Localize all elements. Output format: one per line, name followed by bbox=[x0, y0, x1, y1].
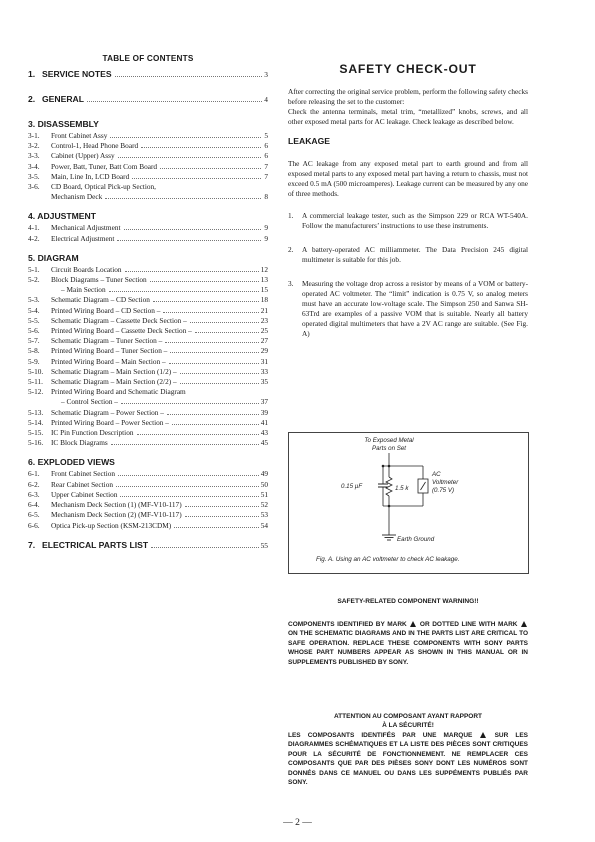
section-number: 4. bbox=[28, 211, 36, 222]
dot-leader bbox=[120, 496, 258, 497]
entry-title: IC Block Diagrams bbox=[51, 438, 108, 448]
toc-entry[interactable] bbox=[28, 295, 268, 305]
toc-section bbox=[28, 211, 268, 243]
dot-leader bbox=[180, 373, 259, 374]
resistor-label: 1.5 k bbox=[395, 485, 409, 492]
entry-title: Front Cabinet Section bbox=[51, 469, 116, 479]
method-text: A commercial leakage tester, such as the Simpson 229 or RCA WT-540A. Follow the manufacturers’ instructions to use these instruments. bbox=[302, 211, 528, 230]
toc-section-heading[interactable] bbox=[28, 253, 268, 264]
entry-title: Printed Wiring Board and Schematic Diagram bbox=[51, 387, 186, 397]
entry-title: Front Cabinet Assy bbox=[51, 131, 108, 140]
dot-leader bbox=[190, 322, 259, 323]
dot-leader bbox=[165, 342, 258, 343]
table-of-contents bbox=[28, 54, 268, 565]
section-number: 6. bbox=[28, 457, 36, 468]
intro-paragraph: Check the antenna terminals, metal trim, “metallized” knobs, screws, and all other exposed metal parts for AC leakage. Check leakage as described below. bbox=[288, 107, 528, 126]
entry-number: 3-1. bbox=[28, 131, 40, 140]
safety-intro bbox=[288, 87, 528, 127]
entry-title: Upper Cabinet Section bbox=[51, 489, 118, 499]
entry-number: 5-12. bbox=[28, 387, 44, 397]
toc-entry[interactable] bbox=[28, 285, 268, 295]
entry-page: 49 bbox=[260, 469, 268, 479]
toc-entry[interactable] bbox=[28, 182, 268, 192]
meter-label-1: AC bbox=[432, 471, 441, 478]
entry-number: 4-2. bbox=[28, 233, 40, 243]
entry-number: 5-9. bbox=[28, 356, 40, 366]
ground-label: Earth Ground bbox=[397, 536, 435, 543]
entry-number: 5-10. bbox=[28, 366, 44, 376]
entry-page: 25 bbox=[260, 326, 268, 336]
dot-leader bbox=[109, 291, 259, 292]
toc-entry[interactable] bbox=[28, 265, 268, 275]
dot-leader bbox=[174, 527, 259, 528]
dot-leader bbox=[124, 229, 261, 230]
entry-title: Printed Wiring Board – CD Section – bbox=[51, 305, 161, 315]
section-title: DISASSEMBLY bbox=[37, 119, 99, 129]
section-page: 55 bbox=[260, 540, 268, 550]
entry-number: 5-2. bbox=[28, 275, 40, 285]
toc-entry[interactable] bbox=[28, 480, 268, 490]
section-title: SERVICE NOTES bbox=[42, 69, 112, 79]
entry-number: 5-8. bbox=[28, 346, 40, 356]
entry-number: 5-14. bbox=[28, 417, 44, 427]
dot-leader bbox=[185, 516, 259, 517]
entry-number: 6-5. bbox=[28, 510, 40, 520]
entry-title: Mechanism Deck bbox=[51, 192, 103, 202]
dot-leader bbox=[160, 168, 261, 169]
warning-text: OR DOTTED LINE WITH MARK bbox=[419, 621, 518, 628]
entry-page: 41 bbox=[260, 417, 268, 427]
entry-page: 6 bbox=[264, 141, 268, 151]
toc-entry[interactable] bbox=[28, 223, 268, 233]
toc-entry[interactable] bbox=[28, 141, 268, 151]
entry-number: 5-6. bbox=[28, 326, 40, 336]
entry-number: 3-2. bbox=[28, 141, 40, 151]
toc-entry[interactable] bbox=[28, 408, 268, 418]
entry-title: Control-1, Head Phone Board bbox=[51, 141, 139, 151]
entry-page: 18 bbox=[260, 295, 268, 305]
entry-page: 31 bbox=[260, 356, 268, 366]
entry-page: 5 bbox=[264, 131, 268, 140]
dot-leader bbox=[170, 352, 258, 353]
toc-entry[interactable] bbox=[28, 275, 268, 285]
leakage-heading: LEAKAGE bbox=[288, 136, 331, 146]
toc-section bbox=[28, 119, 268, 202]
dot-leader bbox=[167, 414, 259, 415]
dot-leader bbox=[118, 475, 259, 476]
dot-leader bbox=[115, 76, 263, 77]
dot-leader bbox=[169, 363, 259, 364]
entry-title: Schematic Diagram – CD Section bbox=[51, 295, 150, 305]
toc-entry[interactable] bbox=[28, 428, 268, 438]
dot-leader bbox=[125, 271, 259, 272]
toc-section-heading[interactable] bbox=[28, 69, 268, 80]
french-title-line: ATTENTION AU COMPOSANT AYANT RAPPORT bbox=[333, 713, 483, 720]
entry-number: 6-6. bbox=[28, 520, 40, 530]
fig-top-label-1: To Exposed Metal bbox=[364, 437, 414, 444]
toc-entry[interactable] bbox=[28, 418, 268, 428]
entry-number: 6-4. bbox=[28, 500, 40, 510]
french-text: LES COMPOSANTS IDENTIFÉS PAR UNE MARQUE bbox=[288, 732, 473, 739]
entry-page: 50 bbox=[260, 479, 268, 489]
toc-entry[interactable] bbox=[28, 397, 268, 407]
entry-title: Printed Wiring Board – Cassette Deck Section – bbox=[51, 326, 192, 336]
entry-number: 5-16. bbox=[28, 438, 44, 448]
section-number: 7. bbox=[28, 539, 36, 550]
meter-label-3: (0.75 V) bbox=[432, 487, 455, 494]
toc-entry[interactable] bbox=[28, 234, 268, 244]
leakage-circuit-diagram bbox=[289, 433, 528, 573]
toc-entry[interactable] bbox=[28, 131, 268, 141]
toc-entry[interactable] bbox=[28, 162, 268, 172]
entry-number: 3-3. bbox=[28, 151, 40, 161]
french-warning-body bbox=[288, 731, 528, 787]
french-warning-title bbox=[288, 712, 528, 731]
entry-title: Optica Pick-up Section (KSM-213CDM) bbox=[51, 520, 172, 530]
warning-triangle-icon bbox=[480, 732, 486, 738]
entry-page: 13 bbox=[260, 275, 268, 285]
toc-entry[interactable] bbox=[28, 469, 268, 479]
capacitor-label: 0.15 µF bbox=[341, 483, 363, 490]
dot-leader bbox=[153, 301, 259, 302]
dot-leader bbox=[118, 157, 261, 158]
section-title: GENERAL bbox=[42, 94, 85, 104]
dot-leader bbox=[121, 403, 259, 404]
fig-top-label-2: Parts on Set bbox=[371, 445, 407, 452]
entry-title: Mechanical Adjustment bbox=[51, 223, 121, 233]
entry-page: 53 bbox=[260, 510, 268, 520]
section-number: 5. bbox=[28, 252, 36, 263]
entry-number: 6-1. bbox=[28, 469, 40, 479]
section-title: ELECTRICAL PARTS LIST bbox=[42, 539, 149, 550]
toc-section-heading[interactable] bbox=[28, 119, 268, 130]
french-title-line: À LA SÉCURITÉ! bbox=[382, 722, 434, 730]
safety-title: SAFETY CHECK-OUT bbox=[339, 62, 477, 76]
toc-section bbox=[28, 69, 268, 80]
dot-leader bbox=[150, 281, 259, 282]
entry-title: Printed Wiring Board – Main Section – bbox=[51, 356, 166, 366]
dot-leader bbox=[180, 383, 259, 384]
entry-number: 3-5. bbox=[28, 171, 40, 181]
warning-triangle-icon bbox=[410, 621, 416, 627]
entry-title: Main, Line In, LCD Board bbox=[51, 171, 130, 181]
toc-entry[interactable] bbox=[28, 357, 268, 367]
entry-page: 8 bbox=[264, 192, 268, 202]
toc-entry[interactable] bbox=[28, 326, 268, 336]
entry-number: 5-7. bbox=[28, 336, 40, 346]
entry-page: 39 bbox=[260, 407, 268, 417]
entry-title: Schematic Diagram – Tuner Section – bbox=[51, 336, 163, 346]
toc-entry[interactable] bbox=[28, 151, 268, 161]
entry-page: 51 bbox=[260, 489, 268, 499]
intro-paragraph: After correcting the original service problem, perform the following safety checks before releasing the set to the customer: bbox=[288, 87, 528, 106]
entry-page: 7 bbox=[264, 171, 268, 181]
dot-leader bbox=[172, 424, 259, 425]
method-number: 3. bbox=[288, 279, 294, 288]
section-page: 4 bbox=[264, 95, 268, 104]
entry-page: 37 bbox=[260, 397, 268, 407]
entry-page: 33 bbox=[260, 366, 268, 376]
entry-title: Block Diagrams – Tuner Section bbox=[51, 275, 147, 285]
toc-entry[interactable] bbox=[28, 377, 268, 387]
figure-a bbox=[288, 432, 529, 574]
toc-section-heading[interactable] bbox=[28, 211, 268, 222]
toc-entry[interactable] bbox=[28, 500, 268, 510]
entry-number: 4-1. bbox=[28, 223, 40, 233]
entry-number: 5-3. bbox=[28, 295, 40, 305]
entry-title: Mechanism Deck Section (1) (MF-V10-117) bbox=[51, 500, 182, 510]
entry-number: 3-4. bbox=[28, 161, 40, 171]
dot-leader bbox=[105, 198, 261, 199]
french-text: SUR LES DIAGRAMMES SCHÉMATIQUES ET LA LISTE DES PIÈCES SONT CRITIQUES POUR LA SÉCURITÉ DE FONCTIONNEMENT. NE REMPLACER CES COMPOSANTS QUE PAR DES PIÈSES SONY DONT LES NUMÉROS SONT DONNÉS DANS CE MANUEL OU DANS LES SUPPÉMENTS PUBLIÉS PAR SONY. bbox=[288, 732, 529, 787]
dot-leader bbox=[116, 486, 259, 487]
section-number: 1. bbox=[28, 69, 36, 79]
dot-leader bbox=[132, 178, 261, 179]
toc-entry[interactable] bbox=[28, 346, 268, 356]
warning-title: SAFETY-RELATED COMPONENT WARNING!! bbox=[337, 598, 479, 605]
entry-page: 35 bbox=[260, 377, 268, 387]
entry-title: Printed Wiring Board – Power Section – bbox=[51, 417, 169, 427]
section-number: 3. bbox=[28, 119, 36, 129]
entry-number: 6-2. bbox=[28, 479, 40, 489]
entry-title: – Control Section – bbox=[61, 397, 118, 407]
entry-title: Schematic Diagram – Main Section (2/2) – bbox=[51, 377, 177, 387]
dot-leader bbox=[185, 506, 259, 507]
method-text: Measuring the voltage drop across a resistor by means of a VOM or battery-operated AC voltmeter. The “limit” indication is 0.75 V, so analog meters must have an accurate low-voltage scale. The Simpson 250 and Sanwa SH-63Trd are examples of a passive VOM that is suitable. Nearly all battery operated digital multimeters that have a 2V AC range are suitable. (See Fig. A) bbox=[302, 279, 528, 338]
entry-number: 5-13. bbox=[28, 407, 44, 417]
safety-checkout bbox=[288, 64, 528, 353]
toc-entry[interactable] bbox=[28, 172, 268, 182]
method-number: 2. bbox=[288, 245, 294, 254]
toc-entry[interactable] bbox=[28, 438, 268, 448]
entry-page: 9 bbox=[264, 233, 268, 243]
toc-entry[interactable] bbox=[28, 387, 268, 397]
toc-title: TABLE OF CONTENTS bbox=[102, 54, 194, 63]
entry-title: Cabinet (Upper) Assy bbox=[51, 151, 115, 161]
entry-title: Power, Batt, Tuner, Batt Com Board bbox=[51, 161, 158, 171]
warning-text: ON THE SCHEMATIC DIAGRAMS AND IN THE PARTS LIST ARE CRITICAL TO SAFE OPERATION. REPLACE THESE COMPONENTS WITH SONY PARTS WHOSE PART NUMBERS APPEAR AS SHOWN IN THIS MANUAL OR IN SUPPLEMENTS PUBLISHED BY SONY. bbox=[288, 630, 528, 666]
entry-page: 21 bbox=[260, 305, 268, 315]
method-item bbox=[288, 211, 528, 231]
entry-title: Printed Wiring Board – Tuner Section – bbox=[51, 346, 168, 356]
entry-number: 5-4. bbox=[28, 305, 40, 315]
section-title: ADJUSTMENT bbox=[37, 211, 96, 222]
toc-section-heading[interactable] bbox=[28, 540, 268, 551]
entry-title: Electrical Adjustment bbox=[51, 233, 115, 243]
section-page: 3 bbox=[264, 70, 268, 79]
entry-title: CD Board, Optical Pick-up Section, bbox=[51, 182, 156, 192]
toc-sections bbox=[28, 69, 268, 551]
dot-leader bbox=[117, 240, 261, 241]
toc-entry[interactable] bbox=[28, 316, 268, 326]
page-number: — 2 — bbox=[283, 817, 312, 828]
dot-leader bbox=[195, 332, 259, 333]
dot-leader bbox=[110, 137, 261, 138]
dot-leader bbox=[111, 444, 259, 445]
dot-leader bbox=[151, 547, 258, 548]
entry-page: 54 bbox=[260, 520, 268, 530]
figure-caption: Fig. A. Using an AC voltmeter to check AC leakage. bbox=[316, 556, 460, 563]
entry-title: – Main Section bbox=[61, 285, 106, 295]
entry-title: IC Pin Function Description bbox=[51, 428, 134, 438]
toc-entry[interactable] bbox=[28, 510, 268, 520]
section-number: 2. bbox=[28, 94, 36, 104]
meter-label-2: Voltmeter bbox=[432, 479, 459, 486]
entry-number: 5-15. bbox=[28, 428, 44, 438]
entry-page: 12 bbox=[260, 264, 268, 274]
entry-page: 9 bbox=[264, 223, 268, 233]
toc-section bbox=[28, 457, 268, 530]
method-text: A battery-operated AC milliammeter. The Data Precision 245 digital multimeter is suitable for this job. bbox=[302, 245, 528, 264]
method-number: 1. bbox=[288, 211, 294, 220]
section-title: EXPLODED VIEWS bbox=[37, 457, 115, 468]
toc-section-heading[interactable] bbox=[28, 94, 268, 105]
entry-page: 27 bbox=[260, 336, 268, 346]
leakage-methods bbox=[288, 211, 528, 339]
entry-title: Schematic Diagram – Power Section – bbox=[51, 407, 164, 417]
toc-entry[interactable] bbox=[28, 490, 268, 500]
section-title: DIAGRAM bbox=[37, 252, 79, 263]
entry-page: 45 bbox=[260, 438, 268, 448]
method-item bbox=[288, 245, 528, 265]
entry-page: 23 bbox=[260, 315, 268, 325]
entry-title: Circuit Boards Location bbox=[51, 264, 122, 274]
entry-title: Schematic Diagram – Main Section (1/2) – bbox=[51, 366, 177, 376]
toc-entry[interactable] bbox=[28, 336, 268, 346]
method-item bbox=[288, 279, 528, 339]
toc-section bbox=[28, 94, 268, 105]
dot-leader bbox=[141, 147, 261, 148]
dot-leader bbox=[163, 312, 258, 313]
entry-page: 7 bbox=[264, 161, 268, 171]
entry-number: 5-11. bbox=[28, 377, 43, 387]
leakage-paragraph: The AC leakage from any exposed metal part to earth ground and from all exposed metal parts to any exposed metal part having a return to chassis, must not exceed 0.5 mA (500 microamperes). Leakage current can be measured by any one of three methods. bbox=[288, 159, 528, 198]
entry-page: 6 bbox=[264, 151, 268, 161]
warning-text: COMPONENTS IDENTIFIED BY MARK bbox=[288, 621, 407, 628]
entry-page: 52 bbox=[260, 500, 268, 510]
entry-page: 15 bbox=[260, 285, 268, 295]
entry-number: 5-1. bbox=[28, 264, 40, 274]
dot-leader bbox=[137, 434, 259, 435]
entry-page: 29 bbox=[260, 346, 268, 356]
toc-entry[interactable] bbox=[28, 192, 268, 202]
toc-entry[interactable] bbox=[28, 367, 268, 377]
warning-body bbox=[288, 620, 528, 667]
toc-section bbox=[28, 540, 268, 551]
entry-title: Mechanism Deck Section (2) (MF-V10-117) bbox=[51, 510, 182, 520]
toc-section bbox=[28, 253, 268, 449]
entry-number: 5-5. bbox=[28, 315, 40, 325]
dot-leader bbox=[87, 101, 262, 102]
entry-number: 3-6. bbox=[28, 182, 40, 192]
toc-entry[interactable] bbox=[28, 521, 268, 531]
warning-triangle-icon bbox=[521, 621, 527, 627]
entry-number: 6-3. bbox=[28, 489, 40, 499]
toc-entry[interactable] bbox=[28, 306, 268, 316]
entry-title: Schematic Diagram – Cassette Deck Section – bbox=[51, 315, 187, 325]
entry-title: Rear Cabinet Section bbox=[51, 479, 114, 489]
toc-section-heading[interactable] bbox=[28, 457, 268, 468]
entry-page: 43 bbox=[260, 428, 268, 438]
